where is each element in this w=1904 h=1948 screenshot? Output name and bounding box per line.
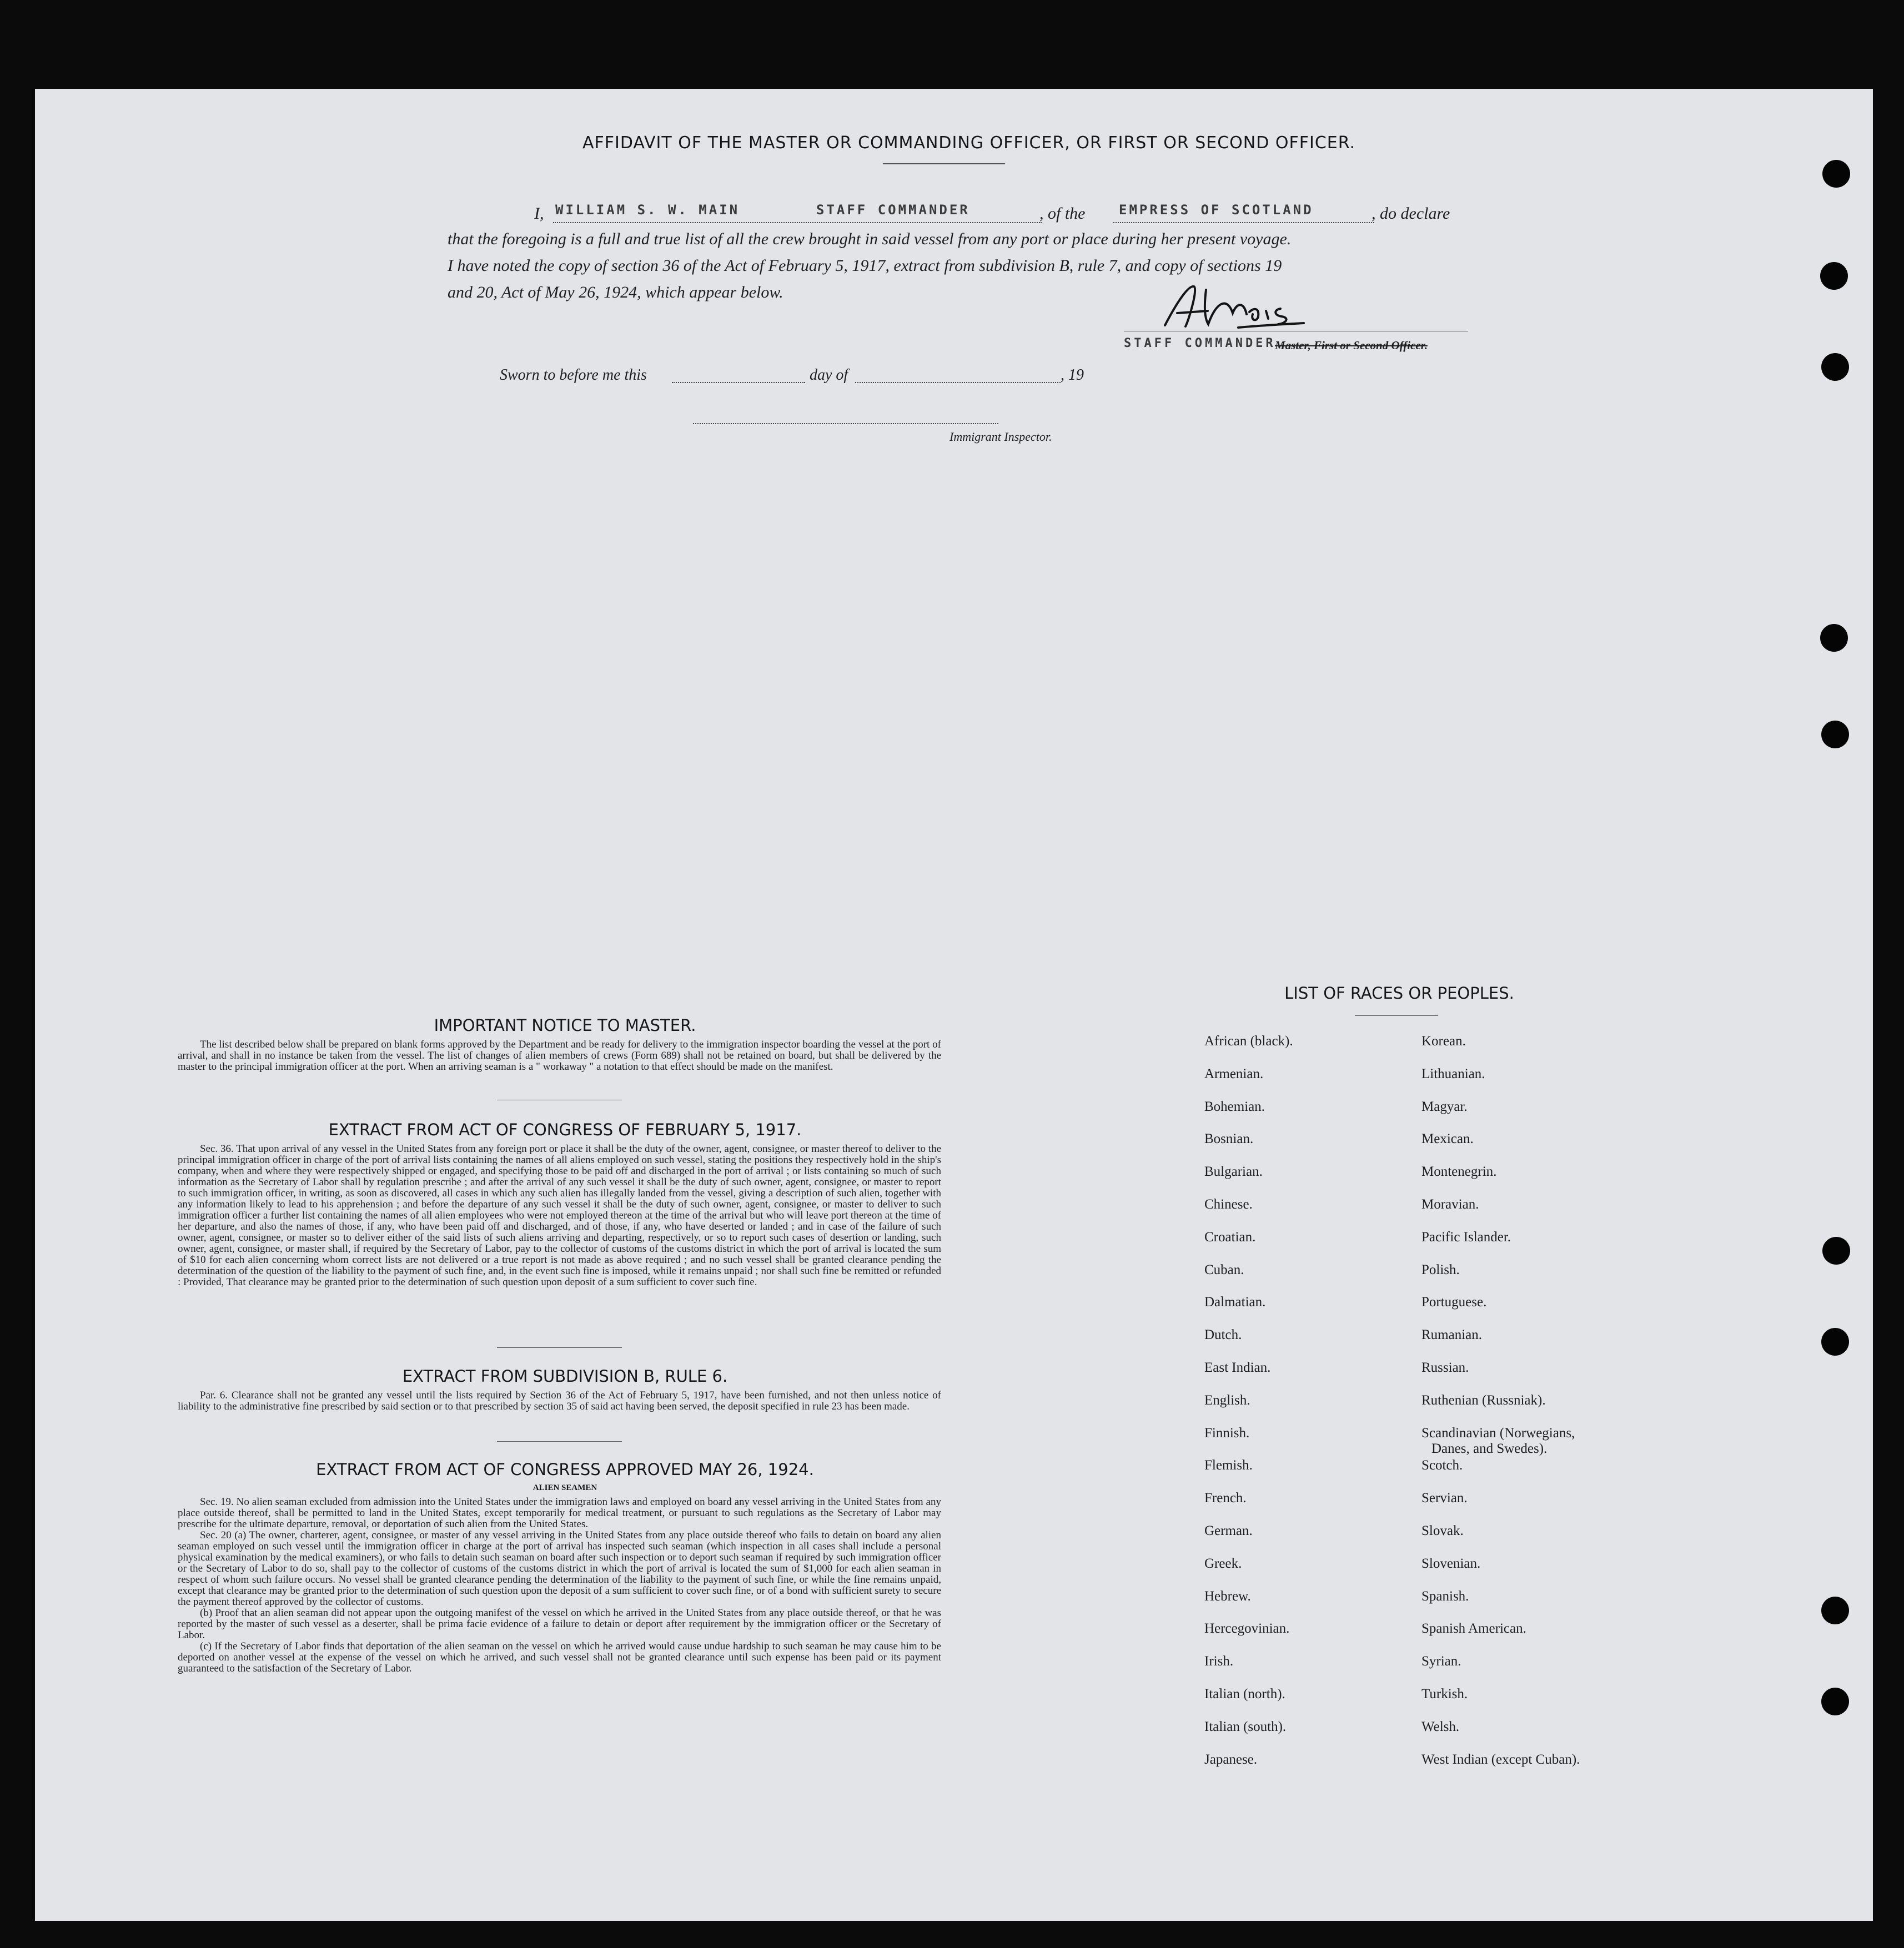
notice-paragraph: The list described below shall be prepared on blank forms approved by the Department and be ready for delivery to the immigration inspector boarding the vessel at the port of arrival, and shall in no instance be taken from the vessel. The list of changes of alien members of crews (Form 689) shall not be retained on board, but shall be delivered by the master to the principal immigration officer at the port. When an arriving seaman is a " workaway " a notation to that effect should be made on the manifest.: [178, 1039, 941, 1073]
section-rule: [497, 1347, 622, 1348]
extract-rule6-text: [178, 1390, 941, 1412]
race-item: Bosnian.: [1204, 1131, 1254, 1147]
race-item: German.: [1204, 1523, 1253, 1538]
title-rule: [883, 163, 1005, 164]
race-item: Rumanian.: [1421, 1327, 1483, 1343]
sworn-day-line: [672, 382, 805, 383]
affidavit-body-line1: that the foregoing is a full and true list of all the crew brought in said vessel from any port or place during her present voyage.: [448, 230, 1292, 248]
race-item: English.: [1204, 1392, 1250, 1408]
notice-title: IMPORTANT NOTICE TO MASTER.: [434, 1016, 696, 1035]
affidavit-body-line2: I have noted the copy of section 36 of the Act of February 5, 1917, extract from subdivision B, rule 7, and copy of sections 19: [448, 256, 1282, 275]
race-item: Pacific Islander.: [1421, 1229, 1511, 1245]
races-title: LIST OF RACES OR PEOPLES.: [1284, 984, 1514, 1003]
race-item: West Indian (except Cuban).: [1421, 1751, 1580, 1767]
race-item: Servian.: [1421, 1491, 1468, 1506]
binder-hole: [1822, 160, 1850, 188]
race-item: Italian (north).: [1204, 1687, 1285, 1702]
race-item: Portuguese.: [1421, 1295, 1487, 1310]
race-item: Mexican.: [1421, 1131, 1474, 1147]
extract-rule6-paragraph: Par. 6. Clearance shall not be granted any vessel until the lists required by Section 36 of the Act of February 5, 1917, have been furnished, and not then unless notice of liability to the administrative fine prescribed by said section or to that prescribed by section 35 of said act having been served, the deposit specified in rule 23 has been made.: [178, 1390, 941, 1412]
race-item: Japanese.: [1204, 1751, 1258, 1767]
race-item: Ruthenian (Russniak).: [1421, 1392, 1546, 1408]
signature-stamp: STAFF COMMANDER: [1124, 336, 1276, 350]
race-item: Croatian.: [1204, 1229, 1256, 1245]
race-item: East Indian.: [1204, 1360, 1271, 1375]
race-item: Korean.: [1421, 1034, 1466, 1049]
race-item: Magyar.: [1421, 1099, 1468, 1114]
race-item: Dalmatian.: [1204, 1295, 1266, 1310]
race-item: Montenegrin.: [1421, 1164, 1497, 1180]
race-item: Spanish.: [1421, 1588, 1469, 1604]
race-item: Scandinavian (Norwegians,: [1421, 1425, 1575, 1441]
race-item: Slovak.: [1421, 1523, 1464, 1538]
race-item: Irish.: [1204, 1654, 1234, 1669]
race-item: Russian.: [1421, 1360, 1469, 1375]
race-item: Cuban.: [1204, 1262, 1244, 1277]
binder-hole: [1822, 1237, 1850, 1265]
extract-1924-sec20a: Sec. 20 (a) The owner, charterer, agent, consignee, or master of any vessel arriving in the United States from any place outside thereof who fails to detain on board any alien seaman employed on such vessel until the immigration officer in charge at the port of arrival has inspected such seaman (which inspection in all cases shall include a personal physical examination by the medical examiners), or who fails to detain such seaman on board after such inspection or to deport such seaman if required by such immigration officer or the Secretary of Labor to do so, shall pay to the collector of customs of the customs district in which the port of arrival is located the sum of $1,000 for each alien seaman in respect of whom such failure occurs. No vessel shall be granted clearance pending the determination of the liability to the payment of such fine, or while the fine remains unpaid, except that clearance may be granted prior to the determination of such question upon the deposit of a sum sufficient to cover such fine, or of a bond with sufficient surety to secure the payment thereof approved by the collector of customs.: [178, 1529, 941, 1608]
extract-1917-title: EXTRACT FROM ACT OF CONGRESS OF FEBRUARY 5, 1917.: [328, 1120, 802, 1139]
races-rule: [1355, 1015, 1438, 1016]
race-item: Flemish.: [1204, 1458, 1253, 1473]
race-item: Turkish.: [1421, 1687, 1468, 1702]
binder-hole: [1821, 721, 1849, 748]
inspector-label: Immigrant Inspector.: [950, 430, 1052, 444]
notice-text: [178, 1039, 941, 1073]
binder-hole: [1821, 1688, 1849, 1715]
vessel-name: EMPRESS OF SCOTLAND: [1119, 202, 1314, 218]
race-item: Finnish.: [1204, 1425, 1250, 1441]
race-item: Hercegovinian.: [1204, 1621, 1290, 1637]
race-item: Slovenian.: [1421, 1556, 1481, 1571]
master-rank: STAFF COMMANDER: [816, 202, 970, 218]
year-label: , 19: [1061, 366, 1084, 384]
extract-rule6-title: EXTRACT FROM SUBDIVISION B, RULE 6.: [402, 1367, 728, 1386]
binder-hole: [1821, 353, 1849, 381]
race-item: Hebrew.: [1204, 1588, 1251, 1604]
race-item: Bohemian.: [1204, 1099, 1265, 1114]
affidavit-i-label: I,: [534, 204, 544, 223]
race-item: Welsh.: [1421, 1719, 1460, 1734]
affidavit-body-line3: and 20, Act of May 26, 1924, which appear below.: [448, 283, 783, 301]
master-name: WILLIAM S. W. MAIN: [555, 202, 740, 218]
sworn-month-line: [855, 382, 1061, 383]
signature-caption: Master, First or Second Officer.: [1275, 339, 1428, 352]
officer-signature: [1155, 280, 1310, 335]
section-rule: [497, 1441, 622, 1442]
name-line: [553, 222, 1042, 223]
race-item: Lithuanian.: [1421, 1066, 1485, 1081]
extract-1917-text: [178, 1144, 941, 1288]
race-item: African (black).: [1204, 1034, 1293, 1049]
extract-1924-subtitle: ALIEN SEAMEN: [532, 1483, 597, 1492]
extract-1924-title: EXTRACT FROM ACT OF CONGRESS APPROVED MAY 26, 1924.: [316, 1460, 814, 1479]
race-item: Greek.: [1204, 1556, 1242, 1571]
race-item: French.: [1204, 1491, 1247, 1506]
race-item: Polish.: [1421, 1262, 1460, 1277]
extract-1924-sec20c: (c) If the Secretary of Labor finds that deportation of the alien seaman on the vessel on which he arrived would cause undue hardship to such seaman he may cause him to be deported on another vessel at the expense of the vessel on which he arrived, and such vessel shall not be granted clearance until such expense has been paid or its payment guaranteed to the satisfaction of the Secretary of Labor.: [178, 1640, 941, 1674]
race-item: Chinese.: [1204, 1197, 1253, 1212]
day-of-label: day of: [810, 366, 848, 384]
race-item-continuation: Danes, and Swedes).: [1431, 1441, 1548, 1456]
sworn-label: Sworn to before me this: [500, 366, 647, 384]
race-item: Spanish American.: [1421, 1621, 1526, 1637]
race-item: Bulgarian.: [1204, 1164, 1263, 1180]
binder-hole: [1821, 1597, 1849, 1624]
affidavit-title: AFFIDAVIT OF THE MASTER OR COMMANDING OFFICER, OR FIRST OR SECOND OFFICER.: [582, 133, 1356, 153]
extract-1924-sec20b: (b) Proof that an alien seaman did not appear upon the outgoing manifest of the vessel on which he arrived in the United States from any place outside thereof, or that he was reported by the master of such vessel as a deserter, shall be prima facie evidence of a failure to detain or deport after requirement by the immigration officer or the Secretary of Labor.: [178, 1607, 941, 1641]
race-item: Scotch.: [1421, 1458, 1463, 1473]
extract-1924-sec19: Sec. 19. No alien seaman excluded from admission into the United States under the immigration laws and employed on board any vessel arriving in the United States from any place outside thereof, shall be permitted to land in the United States, except temporarily for medical treatment, or pursuant to such regulations as the Secretary of Labor may prescribe for the ultimate departure, removal, or deportation of such alien from the United States.: [178, 1496, 941, 1530]
race-item: Moravian.: [1421, 1197, 1479, 1212]
extract-1917-paragraph: Sec. 36. That upon arrival of any vessel in the United States from any foreign port or place it shall be the duty of the owner, agent, consignee, or master thereof to deliver to the principal immigration officer in charge of the port of arrival lists containing the names of all aliens employed on such vessel, stating the positions they respectively hold in the ship's company, when and where they were respectively shipped or engaged, and specifying those to be paid off and discharged in the port of arrival ; or lists containing so much of such information as the Secretary of Labor shall by regulation prescribe ; and after the arrival of any such vessel it shall be the duty of such owner, agent, consignee, or master to report to such immigration officer, in writing, as soon as discovered, all cases in which any such alien has illegally landed from the vessel, giving a description of such alien, together with any information likely to lead to his apprehension ; and before the departure of any such vessel it shall be the duty of such owner, agent, consignee, or master to deliver to such immigration officer a further list containing the names of all alien employees who were not employed thereon at the time of the arrival but who will leave port thereon at the time of her departure, and also the names of those, if any, who have been paid off and discharged, and of those, if any, who have deserted or landed ; and in case of the failure of such owner, agent, consignee, or master so to deliver either of the said lists of such aliens arriving and departing, respectively, or so to report such cases of desertion or landing, such owner, agent, consignee, or master shall, if required by the Secretary of Labor, pay to the collector of customs of the customs district in which the port of arrival is located the sum of $10 for each alien concerning whom correct lists are not delivered or a true report is not made as above required ; and no such vessel shall be granted clearance pending the determination of the question of the liability to the payment of such fine, and, in the event such fine is imposed, while it remains unpaid ; nor shall such fine be remitted or refunded : Provided, That clearance may be granted prior to the determination of such question upon deposit of a sum sufficient to cover such fine.: [178, 1143, 941, 1288]
inspector-line: [693, 423, 998, 424]
race-item: Armenian.: [1204, 1066, 1264, 1081]
race-item: Syrian.: [1421, 1654, 1461, 1669]
of-the-label: , of the: [1039, 204, 1086, 223]
race-item: Dutch.: [1204, 1327, 1242, 1343]
binder-hole: [1820, 262, 1848, 290]
vessel-line: [1113, 222, 1374, 223]
race-item: Italian (south).: [1204, 1719, 1287, 1734]
binder-hole: [1820, 624, 1848, 652]
extract-1924-text: [178, 1497, 941, 1674]
binder-hole: [1821, 1328, 1849, 1356]
declare-label: , do declare: [1372, 204, 1450, 223]
